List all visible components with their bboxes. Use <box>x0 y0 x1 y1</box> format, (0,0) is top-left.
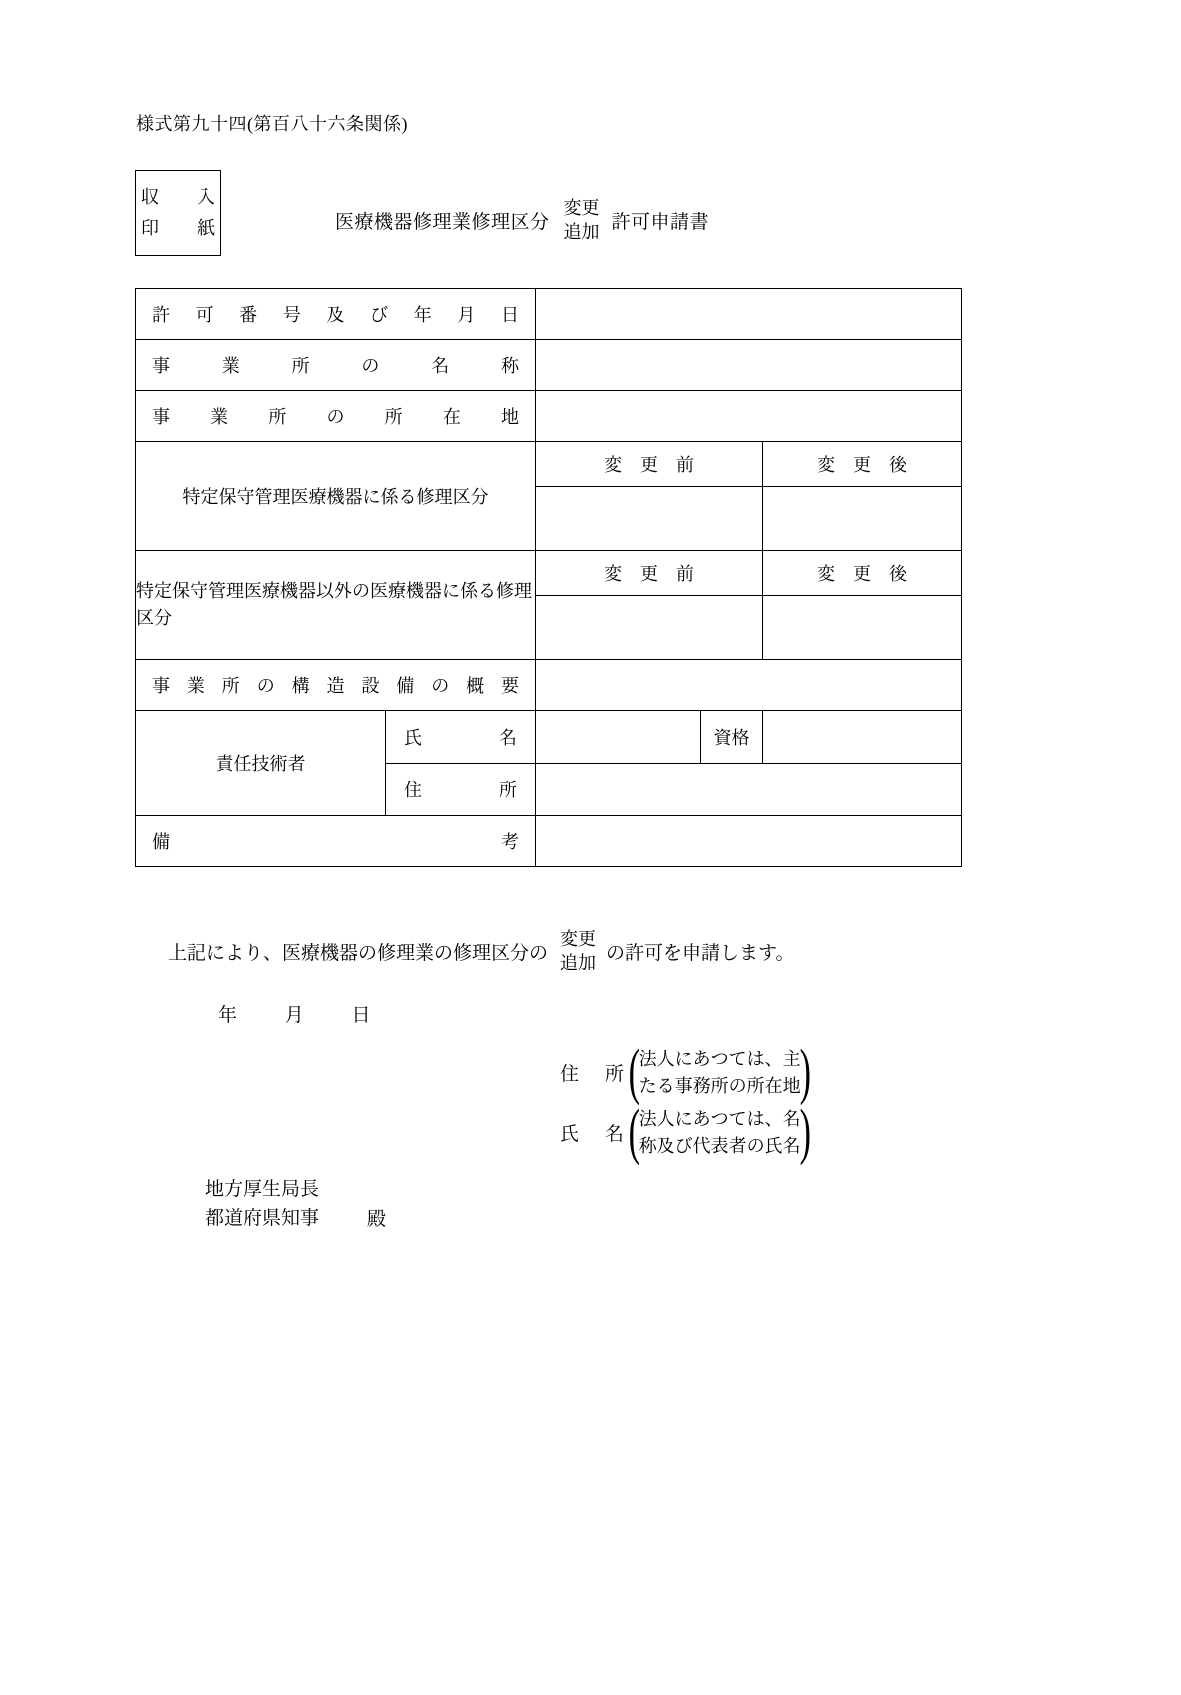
specified-before-value[interactable] <box>536 487 763 551</box>
engineer-qualification-label: 資格 <box>701 711 763 764</box>
date-day-label: 日 <box>351 1005 372 1026</box>
statement-change-label: 変更 <box>560 929 597 949</box>
applicant-address-label: 住 所 <box>560 1064 624 1086</box>
recipient-names <box>205 1176 319 1233</box>
application-statement <box>168 927 795 976</box>
office-address-label-text: 事業所の所在地 <box>152 407 519 427</box>
remarks-label-text: 備 考 <box>152 832 519 852</box>
statement-change-add-stack <box>560 927 596 976</box>
office-name-label <box>136 340 536 391</box>
document-title <box>335 196 709 245</box>
title-change-add-stack <box>564 196 600 245</box>
structure-label-text: 事業所の構造設備の概要 <box>152 676 519 696</box>
applicant-address-note-line2: たる事務所の所在地 <box>638 1075 801 1096</box>
table-row <box>136 816 962 867</box>
specified-maintenance-label: 特定保守管理医療機器に係る修理区分 <box>136 442 536 551</box>
permit-no-label <box>136 289 536 340</box>
table-row <box>136 340 962 391</box>
other-than-specified-label: 特定保守管理医療機器以外の医療機器に係る修理区分 <box>136 551 536 660</box>
office-name-label-text: 事業所の名称 <box>152 356 519 376</box>
permit-no-value[interactable] <box>536 289 962 340</box>
table-row <box>136 711 962 764</box>
specified-after-header: 変 更 後 <box>763 442 962 487</box>
table-row <box>136 442 962 487</box>
remarks-value[interactable] <box>536 816 962 867</box>
engineer-name-label-text: 氏 名 <box>404 727 517 748</box>
title-change-label: 変更 <box>563 198 600 218</box>
date-line[interactable] <box>218 1000 413 1027</box>
applicant-address-note-line1: 法人にあつては、主 <box>638 1049 801 1070</box>
form-number: 様式第九十四(第百八十六条関係) <box>136 114 408 134</box>
remarks-label <box>136 816 536 867</box>
date-month-label: 月 <box>284 1005 305 1026</box>
date-year-label: 年 <box>218 1005 238 1026</box>
table-row <box>136 391 962 442</box>
recipient-honorific: 殿 <box>367 1209 387 1230</box>
engineer-address-label-text: 住 所 <box>404 780 517 801</box>
application-table <box>135 288 962 867</box>
statement-add-label: 追加 <box>560 953 597 974</box>
engineer-name-value[interactable] <box>536 711 701 764</box>
other-before-value[interactable] <box>536 596 763 660</box>
table-row <box>136 660 962 711</box>
office-address-label <box>136 391 536 442</box>
structure-label <box>136 660 536 711</box>
applicant-address-block <box>560 1038 815 1106</box>
specified-after-value[interactable] <box>763 487 962 551</box>
structure-value[interactable] <box>536 660 962 711</box>
engineer-address-value[interactable] <box>536 763 962 816</box>
table-row <box>136 289 962 340</box>
statement-lead-text: 上記により、医療機器の修理業の修理区分の <box>168 942 549 964</box>
applicant-address-note <box>639 1046 801 1098</box>
statement-tail-text: の許可を申請します。 <box>606 942 795 964</box>
applicant-name-label: 氏 名 <box>560 1124 624 1146</box>
other-after-value[interactable] <box>763 596 962 660</box>
brace-close-icon: ) <box>799 1038 811 1106</box>
table-row <box>136 551 962 596</box>
brace-open-icon: ( <box>628 1098 641 1166</box>
title-add-label: 追加 <box>563 222 600 243</box>
recipient-line-2: 都道府県知事 <box>205 1207 320 1229</box>
engineer-label: 責任技術者 <box>136 711 386 816</box>
other-before-header: 変 更 前 <box>536 551 763 596</box>
permit-no-label-text: 許可番号及び年月日 <box>152 305 519 325</box>
specified-before-header: 変 更 前 <box>536 442 763 487</box>
revenue-stamp-box <box>135 170 225 256</box>
recipient-block <box>205 1176 386 1233</box>
stamp-box-line-1: 収 入 <box>141 187 225 208</box>
engineer-name-label <box>386 711 536 764</box>
brace-open-icon: ( <box>628 1038 641 1106</box>
title-tail-text: 許可申請書 <box>611 211 710 233</box>
stamp-box-line-2: 印 紙 <box>141 218 225 238</box>
engineer-qualification-value[interactable] <box>763 711 962 764</box>
applicant-name-note-line1: 法人にあつては、名 <box>638 1109 801 1130</box>
recipient-line-1: 地方厚生局長 <box>205 1179 320 1200</box>
other-after-header: 変 更 後 <box>763 551 962 596</box>
applicant-name-note <box>639 1106 801 1158</box>
applicant-name-note-line2: 称及び代表者の氏名 <box>638 1135 801 1156</box>
office-address-value[interactable] <box>536 391 962 442</box>
office-name-value[interactable] <box>536 340 962 391</box>
engineer-address-label <box>386 763 536 816</box>
applicant-name-block <box>560 1098 815 1166</box>
brace-close-icon: ) <box>799 1098 811 1166</box>
title-main-text: 医療機器修理業修理区分 <box>335 211 550 233</box>
